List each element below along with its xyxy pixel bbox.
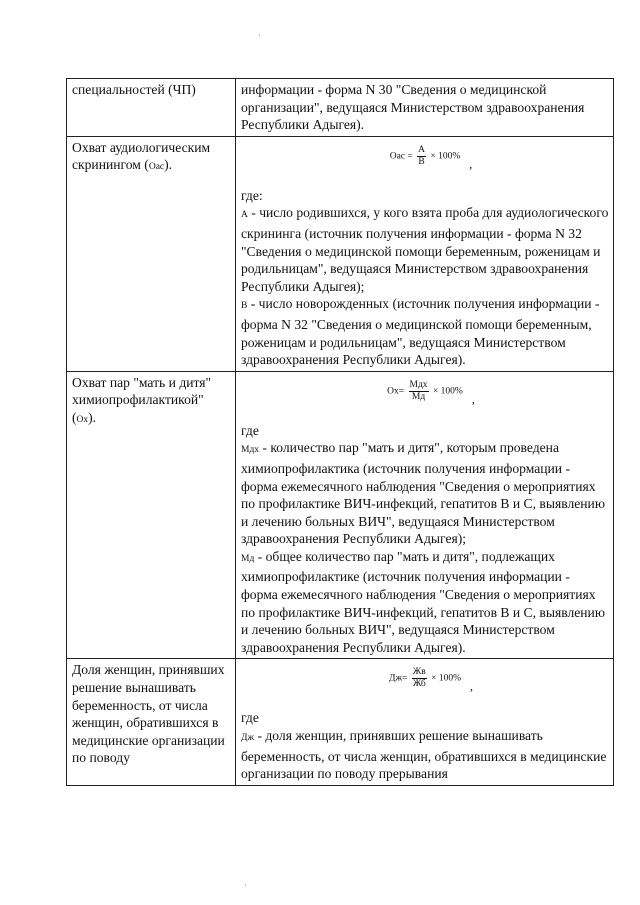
formula-lhs: Дж=: [388, 674, 408, 685]
page-mark-top: ·: [258, 30, 261, 40]
variable-symbol: В: [241, 301, 248, 312]
definition-text: - количество пар "мать и дитя", которым проведена химиопрофилактика (источник получения информации - форма ежемесячного наблюдения "Сведения о мероприятиях по профилактике ВИЧ-инфекций, гепатитов В и С, выявлению и лечению больных ВИЧ", ведущаяся Министерством здравоохранения Республики Адыгея);: [241, 440, 605, 547]
table-row: [67, 136, 614, 371]
formula-denominator: В: [418, 156, 425, 167]
indicator-name-end: ).: [164, 157, 173, 173]
formula: [241, 139, 609, 179]
table-row: [67, 79, 614, 137]
formula-rhs: × 100%: [430, 151, 461, 162]
variable-symbol: Мд: [241, 553, 255, 564]
formula: [241, 661, 609, 701]
indicator-description: [236, 136, 614, 371]
indicator-table: [66, 78, 614, 786]
formula: [241, 374, 609, 414]
formula-comma: ,: [469, 156, 473, 171]
definition-item: [241, 727, 609, 783]
formula-numerator: Жв: [412, 667, 426, 678]
formula-numerator: А: [418, 144, 425, 155]
definition-text: - общее количество пар "мать и дитя", подлежащих химиопрофилактике (источник получения информации - форма ежемесячного наблюдения "Сведения о мероприятиях по профилактике ВИЧ-инфекций, гепатитов В и С, выявлению и лечению больных ВИЧ", ведущаяся Министерством здравоохранения Республики Адыгея).: [241, 548, 605, 655]
formula-rhs: × 100%: [431, 674, 462, 685]
indicator-description: [236, 659, 614, 785]
definition-item: [241, 548, 609, 657]
indicator-symbol: Оас: [148, 162, 165, 173]
formula-denominator: Жб: [412, 679, 426, 690]
definition-text: - доля женщин, принявших решение вынашивать беременность, от числа женщин, обратившихся в медицинские организации по поводу прерывания: [241, 728, 607, 782]
definition-item: [241, 204, 609, 295]
indicator-name: [67, 371, 236, 659]
where-label: где:: [241, 187, 263, 203]
indicator-name-end: ).: [88, 409, 97, 425]
formula-lhs: Ох=: [387, 386, 405, 397]
formula-rhs: × 100%: [432, 386, 463, 397]
formula-denominator: Мд: [411, 391, 426, 402]
definition-text: - число новорожденных (источник получения информации - форма N 32 "Сведения о медицинской помощи беременным, роженицам и родильницам", ведущаяся Министерством здравоохранения Республики Адыгея).: [241, 296, 600, 368]
indicator-symbol: Ох: [76, 414, 89, 425]
page-mark-bottom: ·: [244, 880, 247, 890]
definition-item: [241, 439, 609, 548]
formula-comma: ,: [471, 391, 475, 406]
where-label: где: [241, 710, 259, 726]
variable-symbol: А: [241, 210, 248, 221]
formula-fraction: [412, 667, 427, 690]
indicator-name-text: Охват аудиологическим скринингом (: [72, 139, 211, 173]
variable-symbol: Мдх: [241, 445, 260, 456]
indicator-name: Доля женщин, принявших решение вынашивать беременность, от числа женщин, обратившихся в медицинские организации по поводу: [67, 659, 236, 785]
formula-lhs: Оас =: [389, 151, 413, 162]
definition-item: [241, 295, 609, 368]
table-row: [67, 371, 614, 659]
formula-fraction: [417, 145, 426, 168]
indicator-name-text: Охват пар "мать и дитя" химиопрофилактикой" (: [72, 374, 212, 425]
variable-symbol: Дж: [241, 733, 255, 744]
formula-comma: ,: [470, 679, 474, 694]
indicator-name: [67, 136, 236, 371]
definition-text: - число родившихся, у кого взята проба для аудиологического скрининга (источник получения информации - форма N 32 "Сведения о медицинской помощи беременным, роженицам и родильницам", ведущаяся Министерством здравоохранения Республики Адыгея);: [241, 205, 609, 294]
indicator-name: специальностей (ЧП): [67, 79, 236, 137]
formula-fraction: [409, 380, 429, 403]
formula-numerator: Мдх: [409, 379, 428, 390]
table-row: [67, 659, 614, 785]
indicator-description: [236, 371, 614, 659]
where-label: где: [241, 422, 259, 438]
indicator-description: информации - форма N 30 "Сведения о медицинской организации", ведущаяся Министерством здравоохранения Республики Адыгея).: [236, 79, 614, 137]
